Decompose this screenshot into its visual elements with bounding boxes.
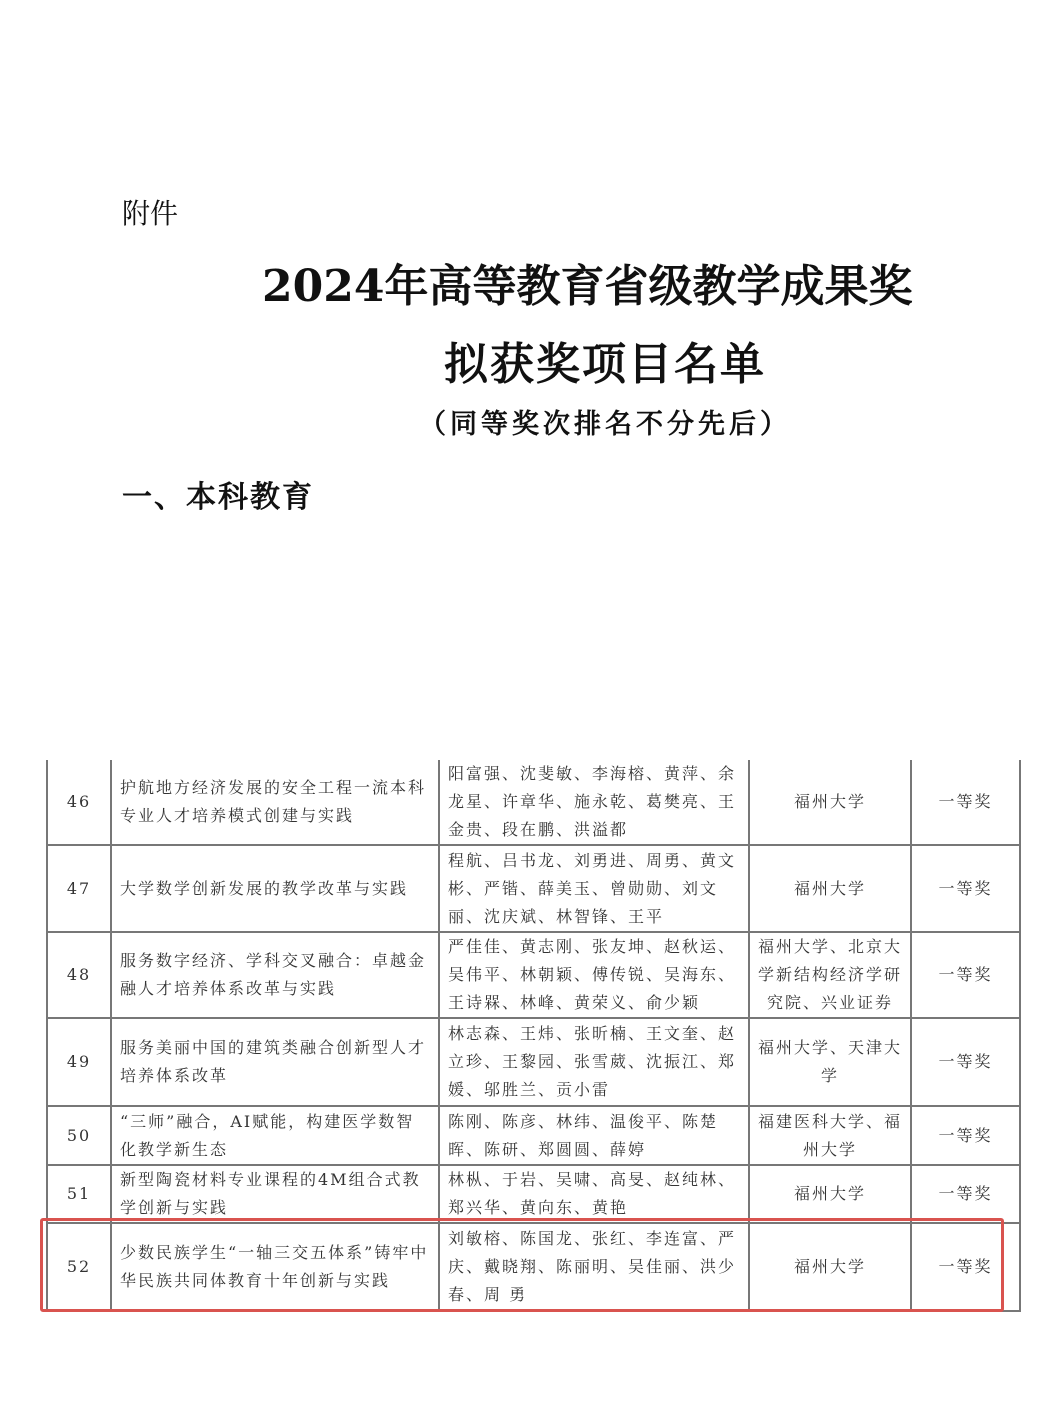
project-name: “三师”融合，AI赋能，构建医学数智化教学新生态 <box>111 1106 439 1165</box>
project-name: 少数民族学生“一轴三交五体系”铸牢中华民族共同体教育十年创新与实践 <box>111 1223 439 1311</box>
project-name: 新型陶瓷材料专业课程的4M组合式教学创新与实践 <box>111 1165 439 1223</box>
section-heading: 一、本科教育 <box>122 480 314 515</box>
table-row <box>47 845 1020 932</box>
members: 严佳佳、黄志刚、张友坤、赵秋运、吴伟平、林朝颖、傅传锐、吴海东、王诗槑、林峰、黄荣义、俞少颖 <box>439 932 749 1018</box>
table-row <box>47 1106 1020 1165</box>
row-number: 46 <box>47 760 111 845</box>
table-row-highlighted <box>47 1223 1020 1311</box>
page-title-line1: 2024年高等教育省级教学成果奖 <box>262 261 913 312</box>
project-name: 服务数字经济、学科交叉融合：卓越金融人才培养体系改革与实践 <box>111 932 439 1018</box>
awards-table <box>46 760 1021 1312</box>
award-level: 一等奖 <box>911 1018 1020 1106</box>
members: 陈刚、陈彦、林纬、温俊平、陈楚晖、陈研、郑圆圆、薛婷 <box>439 1106 749 1165</box>
row-number: 49 <box>47 1018 111 1106</box>
page-title-line2: 拟获奖项目名单 <box>444 339 766 390</box>
organization: 福州大学 <box>749 1223 911 1311</box>
organization: 福州大学、北京大学新结构经济学研究院、兴业证券 <box>749 932 911 1018</box>
attachment-label: 附件 <box>122 197 179 230</box>
award-level: 一等奖 <box>911 932 1020 1018</box>
table-row <box>47 932 1020 1018</box>
organization: 福州大学、天津大学 <box>749 1018 911 1106</box>
organization: 福建医科大学、福州大学 <box>749 1106 911 1165</box>
members: 林志森、王炜、张昕楠、王文奎、赵立珍、王黎园、张雪葳、沈振江、郑媛、邬胜兰、贡小雷 <box>439 1018 749 1106</box>
award-level: 一等奖 <box>911 760 1020 845</box>
row-number: 51 <box>47 1165 111 1223</box>
row-number: 50 <box>47 1106 111 1165</box>
table-row <box>47 1165 1020 1223</box>
award-level: 一等奖 <box>911 845 1020 932</box>
award-level: 一等奖 <box>911 1106 1020 1165</box>
organization: 福州大学 <box>749 1165 911 1223</box>
members: 阳富强、沈斐敏、李海榕、黄萍、余龙星、许章华、施永乾、葛樊亮、王金贵、段在鹏、洪溢都 <box>439 760 749 845</box>
organization: 福州大学 <box>749 845 911 932</box>
row-number: 52 <box>47 1223 111 1311</box>
members: 林枞、于岩、吴啸、高旻、赵纯林、郑兴华、黄向东、黄艳 <box>439 1165 749 1223</box>
row-number: 47 <box>47 845 111 932</box>
table-row <box>47 760 1020 845</box>
project-name: 护航地方经济发展的安全工程一流本科专业人才培养模式创建与实践 <box>111 760 439 845</box>
organization: 福州大学 <box>749 760 911 845</box>
members: 刘敏榕、陈国龙、张红、李连富、严庆、戴晓翔、陈丽明、吴佳丽、洪少春、周 勇 <box>439 1223 749 1311</box>
members: 程航、吕书龙、刘勇进、周勇、黄文彬、严锴、薛美玉、曾勋勋、刘文丽、沈庆斌、林智锋、王平 <box>439 845 749 932</box>
page-subtitle: （同等奖次排名不分先后） <box>419 409 791 440</box>
table-row <box>47 1018 1020 1106</box>
project-name: 服务美丽中国的建筑类融合创新型人才培养体系改革 <box>111 1018 439 1106</box>
award-level: 一等奖 <box>911 1223 1020 1311</box>
award-level: 一等奖 <box>911 1165 1020 1223</box>
project-name: 大学数学创新发展的教学改革与实践 <box>111 845 439 932</box>
row-number: 48 <box>47 932 111 1018</box>
